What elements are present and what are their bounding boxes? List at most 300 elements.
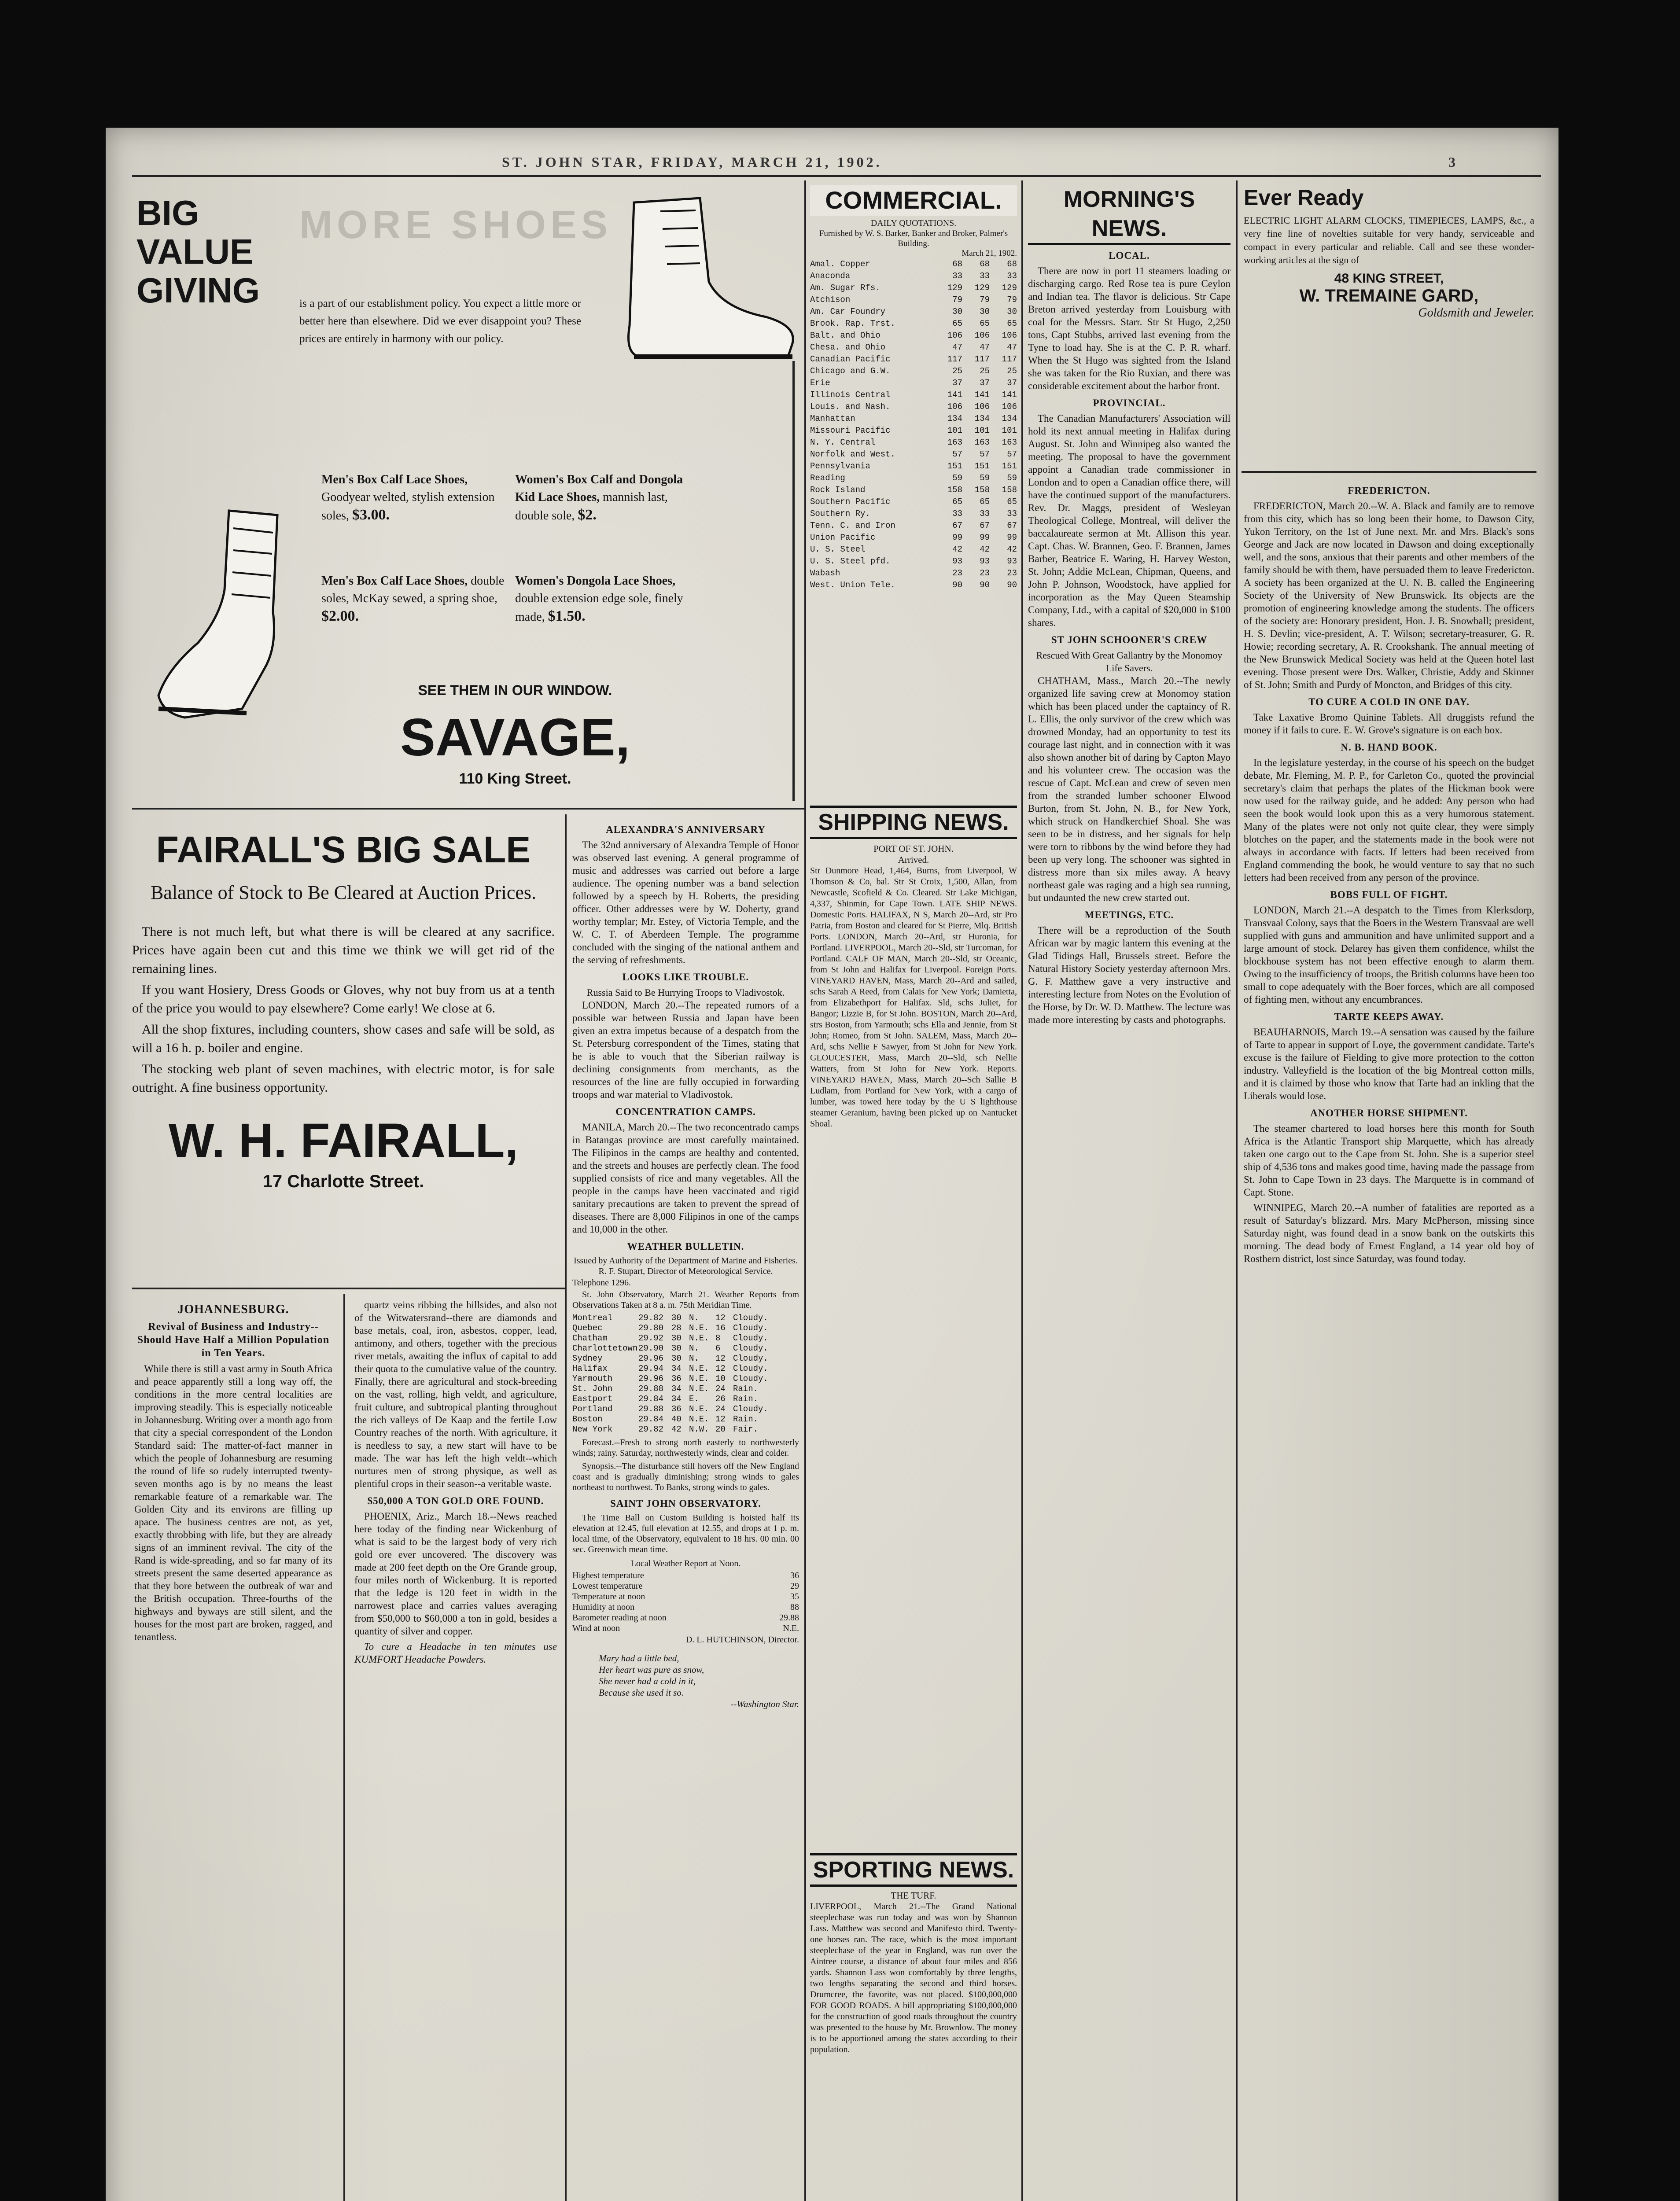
- headache-ad: To cure a Headache in ten minutes use KUMFORT Headache Powders.: [354, 1641, 557, 1665]
- stock-row: [810, 342, 1017, 353]
- stock-value: 33: [952, 509, 962, 519]
- weather-sub: Issued by Authority of the Department of Marine and Fisheries.: [574, 1256, 798, 1266]
- weather-cell: 29.88: [638, 1404, 664, 1414]
- stock-name: U. S. Steel: [810, 545, 866, 554]
- stock-value: 57: [952, 449, 962, 459]
- stock-value: 90: [980, 580, 990, 590]
- stock-value: 151: [1002, 461, 1017, 471]
- masthead: ST. JOHN STAR, FRIDAY, MARCH 21, 1902.: [502, 154, 882, 170]
- stock-row: [810, 353, 1017, 365]
- shipping-arrived: Arrived.: [898, 854, 929, 865]
- weather-cell: Cloudy.: [733, 1354, 768, 1363]
- article-body: LONDON, March 20.--The repeated rumors of a possible war between Russia and Japan have been given an extra impetus because of a despatch from the St. Petersburg correspondent of the Times, stating that he is able to vouch that the Siberian railway is declining consignments from merchants, as the resources of the line are fully occupied in forwarding troops and war material to Vladivostok.: [572, 1000, 799, 1100]
- weather-cell: Cloudy.: [733, 1313, 768, 1323]
- shoe-item-1: [321, 471, 506, 525]
- stock-row: [810, 520, 1017, 532]
- stock-name: Anaconda: [810, 271, 851, 281]
- weather-cell: 30: [671, 1313, 682, 1323]
- observatory-cell: 29.88: [779, 1613, 799, 1623]
- weather-cell: 29.80: [638, 1323, 664, 1333]
- weather-cell: Cloudy.: [733, 1323, 768, 1333]
- savage-address: 110 King Street.: [459, 770, 571, 787]
- weather-cell: 12: [715, 1414, 726, 1424]
- weather-row: [572, 1364, 799, 1374]
- sporting-column: [810, 1853, 1017, 2055]
- weather-cell: 34: [671, 1364, 682, 1373]
- commercial-column: [810, 185, 1017, 591]
- boot-illustration: [608, 194, 801, 370]
- weather-row: [572, 1354, 799, 1364]
- commercial-intro: Furnished by W. S. Barker, Banker and Broker, Palmer's Building.: [819, 229, 1008, 248]
- article-body: In the legislature yesterday, in the course of his speech on the budget debate, Mr. Fleming, M. P. P., for Carleton Co., quoted the provincial secretary's claim that perhaps the plates of the Hickman book were now used for the railway guide, and he added: Any person who had seen the book would look upon this as a very humorous statement. Many of the plates were not only not quite clear, they were simply blotches on the paper, and the statements made in the book were not always in accordance with facts. If letters had been received from England commending the book, he would venture to say that no such letters had been received from any person of the province.: [1244, 757, 1534, 883]
- stock-name: Union Pacific: [810, 533, 876, 542]
- weather-cell: 20: [715, 1424, 726, 1434]
- weather-cell: 29.94: [638, 1364, 664, 1373]
- stock-value: 67: [952, 521, 962, 530]
- stock-name: Rock Island: [810, 485, 866, 495]
- article-title: N. B. HAND BOOK.: [1341, 742, 1437, 753]
- weather-row: [572, 1374, 799, 1384]
- boot-illustration: [132, 502, 317, 731]
- stock-value: 117: [974, 354, 990, 364]
- weather-cell: Cloudy.: [733, 1364, 768, 1373]
- article-body: Take Laxative Bromo Quinine Tablets. All druggists refund the money if it fails to cure. E. W. Grove's signature is on each box.: [1244, 712, 1534, 736]
- section-rule: [132, 808, 804, 810]
- article-body: quartz veins ribbing the hillsides, and also not of the Witwatersrand--there are diamonds and base metals, coal, iron, asbestos, copper, lead, antimony, and others, together with the precious river metals, awaiting the influx of capital to add their quota to the cumulative value of the country. Finally, there are agricultural and stock-breeding on the vast, rolling, high veldt, and agriculture, fruit culture, and subtropical planting throughout the rich valleys of De Kaap and the fertile Low Country reaches of the north. With agriculture, it is needless to say, a new start will have to be made. The war has left the high veldt--which nurtures men of strong physique, as well as plentiful crops in their season--a veritable waste.: [354, 1299, 557, 1489]
- article-body: FREDERICTON, March 20.--W. A. Black and family are to remove from this city, which has so long been their home, to Dawson City, Yukon Territory, on the 1st of June next. Mr. and Mrs. Black's sons George and Jack are now located in Dawson and doing exceptionally well, and the sons, anxious that their parents and other members of the family should be with them, have persuaded them to leave Fredericton. A society has been organized at the U. N. B. called the Engineering Society of the University of New Brunswick. Its objects are the promotion of engineering knowledge among the students. The officers of the society are: Honorary president, Hon. J. B. Snowball; president, H. S. Devlin; vice-president, A. T. Wilson; secretary-treasurer, G. R. Howie; recording secretary, A. R. Crookshank. The annual meeting of the New Brunswick Medical Society was held at the Queen hotel last evening. Those present were Drs. Walker, Christie, Addy and Skinner of St. John; Smith and Purdy of Moncton, and Bridges of this city.: [1244, 501, 1534, 690]
- column-rule: [1021, 180, 1023, 2201]
- fairall-ad: [132, 819, 555, 1281]
- weather-row: [572, 1323, 799, 1333]
- observatory-row: [572, 1591, 799, 1602]
- stock-value: 141: [1002, 390, 1017, 400]
- weather-cell: E.: [689, 1394, 699, 1404]
- poem-line: Her heart was pure as snow,: [599, 1664, 704, 1675]
- weather-row: [572, 1343, 799, 1354]
- article-body: There are now in port 11 steamers loading or discharging cargo. Red Rose tea is pure Ceylon and Indian tea. The flavor is delicious. Str Cape Breton arrived yesterday from Louisburg with coal for the Messrs. Starr. Str St Hugo, 2,250 tons, Capt Stubbs, arrived last evening from the Tyne to load hay. She is at the C. P. R. wharf. When the St Hugo was sighted from the Island she was taken for the Rio Ruxian, and there was considerable excitement about the harbor front.: [1028, 265, 1231, 391]
- weather-cell: 34: [671, 1384, 682, 1394]
- weather-row: [572, 1404, 799, 1414]
- stock-row: [810, 294, 1017, 306]
- observatory-cell: N.E.: [783, 1623, 799, 1633]
- weather-cell: 6: [715, 1343, 721, 1353]
- fairall-address: 17 Charlotte Street.: [262, 1172, 424, 1191]
- stock-value: 134: [947, 414, 962, 423]
- stock-row: [810, 270, 1017, 282]
- weather-cell: Cloudy.: [733, 1404, 768, 1414]
- observatory-row: [572, 1623, 799, 1634]
- stock-value: 59: [980, 473, 990, 483]
- poem-line: Mary had a little bed,: [599, 1653, 679, 1664]
- weather-cell: Cloudy.: [733, 1333, 768, 1343]
- sporting-body: LIVERPOOL, March 21.--The Grand National steeplechase was run today and was won by Shannon Lass. Matthew was second and Manifesto third. Twenty-one horses ran. The race, which is the most important steeplechase of the year in England, was run over the Aintree course, a distance of about four miles and 856 yards. Shannon Lass won comfortably by three lengths, two lengths separating the second and third horses. Drumcree, the favorite, was not placed. $100,000,000 FOR GOOD ROADS. A bill appropriating $100,000,000 for the construction of good roads throughout the country was presented to the house by Mr. Brownlow. The money is to be apportioned among the states according to their population.: [810, 1902, 1017, 2054]
- article-subtitle: Revival of Business and Industry--Should Have Half a Million Population in Ten Years.: [137, 1321, 330, 1359]
- item-desc: Goodyear welted, stylish extension soles,: [321, 490, 495, 523]
- stock-row: [810, 425, 1017, 437]
- weather-cell: 16: [715, 1323, 726, 1333]
- stock-row: [810, 318, 1017, 330]
- weather-cell: Rain.: [733, 1384, 759, 1394]
- stock-value: 117: [1002, 354, 1017, 364]
- weather-cell: 29.90: [638, 1343, 664, 1353]
- stock-value: 25: [1007, 366, 1017, 376]
- paragraph: There is not much left, but what there is will be cleared at any sacrifice. Prices have again been cut and this time we think we will get rid of the remaining lines.: [132, 924, 555, 976]
- observatory-cell: 36: [790, 1571, 799, 1580]
- stock-row: [810, 282, 1017, 294]
- stock-value: 25: [980, 366, 990, 376]
- stock-value: 158: [1002, 485, 1017, 495]
- stock-value: 90: [952, 580, 962, 590]
- article-title: BOBS FULL OF FIGHT.: [1330, 889, 1448, 900]
- shoe-item-2: [321, 572, 506, 626]
- article-body: WINNIPEG, March 20.--A number of fatalities are reported as a result of Saturday's blizzard. Mrs. Mary McPherson, missing since Saturday night, was found dead in a snow bank on the outskirts this morning. The dead body of Ernest England, a 14 year old boy of Rosthern district, lost since Saturday, was found today.: [1244, 1202, 1534, 1264]
- newspaper-page: [106, 128, 1558, 2201]
- stock-value: 93: [1007, 556, 1017, 566]
- ad-text: ELECTRIC LIGHT ALARM CLOCKS, TIMEPIECES, LAMPS, &c., a very fine line of novelties suitable for very handy, serviceable and compact in every particular and reliable. Call and see these wonder-working articles at the sign of: [1244, 215, 1534, 265]
- stock-value: 65: [1007, 497, 1017, 507]
- article-body: MANILA, March 20.--The two reconcentrado camps in Batangas province are most carefully maintained. The Filipinos in the camps are healthy and contented, and the streets and houses are perfectly clean. The food supplied consists of rice and many vegetables. All the people in the camps have been vaccinated and rigid sanitary precautions are taken to prevent the spread of diseases. There are 8,000 Filipinos in one of the camps and 10,000 in the other.: [572, 1122, 799, 1235]
- weather-cell: 12: [715, 1364, 726, 1373]
- stock-value: 42: [952, 545, 962, 554]
- stock-value: 141: [974, 390, 990, 400]
- page-number: 3: [1448, 154, 1458, 170]
- stock-value: 59: [952, 473, 962, 483]
- item-price: $2.00.: [321, 608, 359, 624]
- stock-row: [810, 437, 1017, 449]
- stock-name: Illinois Central: [810, 390, 891, 400]
- stock-value: 25: [952, 366, 962, 376]
- stock-value: 65: [952, 319, 962, 328]
- weather-cell: 30: [671, 1343, 682, 1353]
- observatory-row: [572, 1581, 799, 1591]
- item-price: $3.00.: [352, 507, 390, 523]
- mornings-news-column: [1028, 185, 1231, 1029]
- weather-cell: 34: [671, 1394, 682, 1404]
- article-title: FREDERICTON.: [1348, 485, 1430, 496]
- stock-value: 47: [952, 342, 962, 352]
- stock-value: 99: [1007, 533, 1017, 542]
- weather-cell: 10: [715, 1374, 726, 1384]
- stock-value: 47: [980, 342, 990, 352]
- article-title: JOHANNESBURG.: [177, 1303, 289, 1316]
- observatory-row: [572, 1612, 799, 1623]
- stock-value: 37: [952, 378, 962, 388]
- stock-row: [810, 508, 1017, 520]
- article-body: There will be a reproduction of the South African war by magic lantern this evening at the Glad Tidings Hall, Brussels street. Before the Natural History Society yesterday afternoon Mrs. G. F. Matthew gave a very instructive and interesting lecture from Notes on the Evolution of the Horse, by Dr. W. D. Matthew. The lecture was made more interesting by casts and photographs.: [1028, 925, 1231, 1025]
- tremaine-gard-ad: [1244, 185, 1534, 467]
- weather-cell: 29.82: [638, 1313, 664, 1323]
- weather-cell: N.E.: [689, 1364, 709, 1373]
- article-body: PHOENIX, Ariz., March 18.--News reached here today of the finding near Wickenburg of what is said to be the largest body of very rich gold ore ever uncovered. The discovery was made at 200 feet depth on the Ore Grande group, four miles north of Wickenburg. It is reported that the ledge is 120 feet in width in the narrowest place and carries values averaging from $50,000 to $60,000 a ton in gold, besides a quantity of silver and copper.: [354, 1511, 557, 1637]
- item-desc: double extension edge sole, finely made,: [515, 592, 683, 624]
- stock-value: 42: [980, 545, 990, 554]
- stock-row: [810, 449, 1017, 460]
- mornings-news-title: MORNING'S NEWS.: [1028, 185, 1231, 245]
- weather-cell: 24: [715, 1404, 726, 1414]
- news-column-3: [572, 819, 799, 1710]
- stock-name: Atchison: [810, 295, 851, 305]
- weather-cell: N.E.: [689, 1414, 709, 1424]
- stock-value: 117: [947, 354, 962, 364]
- sporting-sub: THE TURF.: [891, 1890, 936, 1901]
- stock-row: [810, 258, 1017, 270]
- weather-cell: 36: [671, 1404, 682, 1414]
- shipping-title: SHIPPING NEWS.: [810, 806, 1017, 839]
- stock-value: 23: [952, 568, 962, 578]
- stock-value: 129: [974, 283, 990, 293]
- stock-row: [810, 389, 1017, 401]
- article-title: TO CURE A COLD IN ONE DAY.: [1308, 696, 1470, 707]
- weather-cell: 24: [715, 1384, 726, 1394]
- stock-value: 33: [952, 271, 962, 281]
- stock-value: 59: [1007, 473, 1017, 483]
- column-rule: [343, 1294, 345, 2201]
- headline-line: VALUE: [136, 232, 254, 271]
- weather-tel: Telephone 1296.: [572, 1278, 631, 1288]
- article-title: $50,000 A TON GOLD ORE FOUND.: [367, 1495, 544, 1506]
- stock-value: 67: [1007, 521, 1017, 530]
- observatory-cell: Lowest temperature: [572, 1581, 643, 1591]
- stock-value: 99: [980, 533, 990, 542]
- article-subtitle: Rescued With Great Gallantry by the Monomoy Life Savers.: [1036, 650, 1223, 674]
- weather-cell: Quebec: [572, 1323, 603, 1333]
- weather-cell: N.: [689, 1343, 699, 1353]
- article-subtitle: Russia Said to Be Hurrying Troops to Vladivostok.: [586, 987, 785, 998]
- stock-value: 65: [952, 497, 962, 507]
- weather-cell: 36: [671, 1374, 682, 1384]
- weather-cell: Portland: [572, 1404, 613, 1414]
- item-name: Men's Box Calf Lace Shoes,: [321, 574, 468, 588]
- stock-value: 106: [947, 331, 962, 340]
- weather-cell: N.E.: [689, 1384, 709, 1394]
- weather-cell: N.: [689, 1313, 699, 1323]
- paragraph: If you want Hosiery, Dress Goods or Gloves, why not buy from us at a tenth of the price you would to pay elsewhere? Come early! We close at 6.: [132, 983, 555, 1016]
- weather-cell: Rain.: [733, 1394, 759, 1404]
- headline-line: GIVING: [136, 271, 260, 310]
- weather-cell: Eastport: [572, 1394, 613, 1404]
- item-price: $1.50.: [548, 608, 586, 624]
- stock-name: N. Y. Central: [810, 438, 876, 447]
- stock-name: Wabash: [810, 568, 840, 578]
- headline-line: BIG: [136, 193, 199, 232]
- stock-value: 57: [980, 449, 990, 459]
- sporting-title: SPORTING NEWS.: [810, 1853, 1017, 1887]
- section-title: LOCAL.: [1109, 250, 1150, 261]
- weather-forecast: Forecast.--Fresh to strong north easterly to northwesterly winds; rainy. Saturday, northwesterly winds, clear and colder.: [572, 1438, 799, 1458]
- stock-value: 163: [974, 438, 990, 447]
- weather-cell: Cloudy.: [733, 1343, 768, 1353]
- weather-cell: Yarmouth: [572, 1374, 613, 1384]
- stock-value: 106: [974, 402, 990, 412]
- stock-value: 79: [1007, 295, 1017, 305]
- stock-value: 65: [1007, 319, 1017, 328]
- weather-cell: 29.96: [638, 1374, 664, 1384]
- section-rule: [132, 1288, 565, 1289]
- stock-value: 30: [980, 307, 990, 317]
- stock-value: 68: [1007, 259, 1017, 269]
- weather-cell: 29.82: [638, 1424, 664, 1434]
- section-rule: [1242, 471, 1536, 473]
- ad-headline: [136, 194, 260, 310]
- weather-synopsis: Synopsis.--The disturbance still hovers off the New England coast and is gradually diminishing; strong winds to gales northeast to northwest. To Banks, strong winds to gales.: [572, 1461, 799, 1492]
- stock-value: 99: [952, 533, 962, 542]
- observatory-cell: Wind at noon: [572, 1623, 620, 1633]
- item-desc: double soles, McKay sewed, a spring shoe,: [321, 574, 505, 605]
- weather-cell: 29.84: [638, 1394, 664, 1404]
- stock-name: Am. Sugar Rfs.: [810, 283, 881, 293]
- stock-row: [810, 556, 1017, 567]
- article-body: The steamer chartered to load horses here this month for South Africa is the Atlantic Transport ship Marquette, which has already taken one cargo out to the Cape from St. John. She is a superior steel ship of 4,536 tons and makes good time, having made the passage from St. John to Cape Town in 23 days. The Marquette is in command of Capt. Stone.: [1244, 1123, 1534, 1198]
- stock-name: Louis. and Nash.: [810, 402, 891, 412]
- stock-value: 42: [1007, 545, 1017, 554]
- shipping-port: PORT OF ST. JOHN.: [873, 843, 954, 854]
- weather-cell: 30: [671, 1354, 682, 1363]
- stock-value: 37: [1007, 378, 1017, 388]
- stock-value: 37: [980, 378, 990, 388]
- weather-cell: 29.96: [638, 1354, 664, 1363]
- stock-value: 68: [980, 259, 990, 269]
- item-name: Women's Dongola Lace Shoes,: [515, 574, 676, 588]
- observatory-cell: Highest temperature: [572, 1571, 644, 1580]
- stock-name: Southern Ry.: [810, 509, 870, 519]
- stock-name: Missouri Pacific: [810, 426, 891, 435]
- weather-cell: 8: [715, 1333, 721, 1343]
- stock-value: 33: [1007, 509, 1017, 519]
- stock-name: Norfolk and West.: [810, 449, 895, 459]
- weather-cell: 42: [671, 1424, 682, 1434]
- article-title: CONCENTRATION CAMPS.: [615, 1106, 756, 1117]
- stock-name: Balt. and Ohio: [810, 331, 881, 340]
- weather-cell: Sydney: [572, 1354, 603, 1363]
- stock-row: [810, 330, 1017, 342]
- stock-value: 33: [980, 509, 990, 519]
- paragraph: The stocking web plant of seven machines, with electric motor, is for sale outright. A fine business opportunity.: [132, 1062, 555, 1095]
- weather-cell: Charlottetown: [572, 1343, 638, 1353]
- weather-cell: Chatham: [572, 1333, 608, 1343]
- stock-value: 134: [974, 414, 990, 423]
- weather-cell: Halifax: [572, 1364, 608, 1373]
- stock-table: [810, 258, 1017, 591]
- right-column: [1244, 480, 1534, 1268]
- section-title: PROVINCIAL.: [1093, 398, 1166, 409]
- stock-name: Brook. Rap. Trst.: [810, 319, 895, 328]
- shipping-column: [810, 806, 1017, 1130]
- article-body: BEAUHARNOIS, March 19.--A sensation was caused by the failure of Tarte to appear in support of Loye, the government candidate. Tarte's excuse is the failure of Fielding to give more protection to the cotton industry. Valleyfield is the location of the big Montreal cotton mills, and it is claimed by those who know that Tarte had an inkling that the Liberals would lose.: [1244, 1027, 1534, 1101]
- weather-cell: N.: [689, 1354, 699, 1363]
- stock-value: 101: [974, 426, 990, 435]
- stock-value: 67: [980, 521, 990, 530]
- weather-row: [572, 1394, 799, 1404]
- column-rule: [1236, 180, 1238, 2201]
- stock-value: 68: [952, 259, 962, 269]
- observatory-cell: 88: [790, 1602, 799, 1612]
- faded-banner: MORE SHOES: [299, 203, 612, 247]
- weather-title: WEATHER BULLETIN.: [627, 1241, 744, 1252]
- stock-name: Am. Car Foundry: [810, 307, 886, 317]
- stock-row: [810, 484, 1017, 496]
- ad-border: [792, 361, 795, 801]
- weather-cell: Cloudy.: [733, 1374, 768, 1384]
- stock-row: [810, 413, 1017, 425]
- weather-cell: 28: [671, 1323, 682, 1333]
- article-body: The 32nd anniversary of Alexandra Temple of Honor was observed last evening. A general programme of music and addresses was carried out before a large audience. The opening number was a band selection followed by a speech by H. Roberts, the presiding officer. Other addresses were by W. Doherty, grand worthy templar; Mr. Estey, of Victoria Temple, and the W. C. T. of Aberdeen Temple. The programme concluded with the singing of the national anthem and the serving of refreshments.: [572, 839, 799, 965]
- weather-row: [572, 1414, 799, 1424]
- stock-value: 151: [974, 461, 990, 471]
- observatory-title: SAINT JOHN OBSERVATORY.: [610, 1498, 761, 1509]
- stock-name: Pennsylvania: [810, 461, 870, 471]
- stock-name: Amal. Copper: [810, 259, 870, 269]
- weather-cell: 29.92: [638, 1333, 664, 1343]
- johannesburg-article: [134, 1299, 332, 1646]
- weather-row: [572, 1384, 799, 1394]
- stock-name: Southern Pacific: [810, 497, 891, 507]
- stock-value: 90: [1007, 580, 1017, 590]
- weather-cell: Montreal: [572, 1313, 613, 1323]
- column-rule: [804, 180, 806, 2201]
- observatory-row: [572, 1570, 799, 1581]
- weather-cell: 26: [715, 1394, 726, 1404]
- stock-value: 163: [947, 438, 962, 447]
- observatory-cell: Humidity at noon: [572, 1602, 635, 1612]
- stock-value: 101: [1002, 426, 1017, 435]
- weather-note: St. John Observatory, March 21. Weather Reports from Observations Taken at 8 a. m. 75th Meridian Time.: [572, 1290, 799, 1310]
- stock-name: Reading: [810, 473, 845, 483]
- stock-row: [810, 460, 1017, 472]
- commercial-title: COMMERCIAL.: [810, 185, 1017, 216]
- savage-shoe-ad: [132, 185, 801, 801]
- weather-cell: Boston: [572, 1414, 603, 1424]
- article-title: TARTE KEEPS AWAY.: [1334, 1011, 1444, 1022]
- poem-source: --Washington Star.: [730, 1699, 799, 1709]
- stock-value: 106: [1002, 402, 1017, 412]
- stock-value: 158: [974, 485, 990, 495]
- stock-row: [810, 496, 1017, 508]
- item-desc: mannish last, double sole,: [515, 490, 668, 523]
- observatory-text: The Time Ball on Custom Building is hoisted half its elevation at 12.45, full elevation at 12.55, and drops at 1 p. m. local time, of the Observatory, equivalent to 18 hrs. 00 min. 00 sec. Greenwich mean time.: [572, 1513, 799, 1554]
- weather-table: [572, 1313, 799, 1435]
- stock-value: 134: [1002, 414, 1017, 423]
- stock-value: 23: [1007, 568, 1017, 578]
- stock-value: 151: [947, 461, 962, 471]
- fairall-title: FAIRALL'S BIG SALE: [156, 829, 531, 870]
- item-name: Men's Box Calf Lace Shoes,: [321, 473, 468, 486]
- weather-row: [572, 1333, 799, 1343]
- fairall-name: W. H. FAIRALL,: [168, 1114, 519, 1168]
- stock-name: Manhattan: [810, 414, 855, 423]
- stock-row: [810, 532, 1017, 544]
- stock-value: 101: [947, 426, 962, 435]
- commercial-sub: DAILY QUOTATIONS.: [870, 218, 957, 228]
- stock-name: Erie: [810, 378, 830, 388]
- stock-row: [810, 579, 1017, 591]
- stock-name: Canadian Pacific: [810, 354, 891, 364]
- observatory-row: [572, 1602, 799, 1612]
- stock-value: 33: [980, 271, 990, 281]
- observatory-local: Local Weather Report at Noon.: [630, 1559, 741, 1568]
- stock-row: [810, 401, 1017, 413]
- stock-value: 57: [1007, 449, 1017, 459]
- stock-value: 23: [980, 568, 990, 578]
- observatory-cell: Barometer reading at noon: [572, 1613, 667, 1623]
- stock-value: 106: [974, 331, 990, 340]
- poem-line: Because she used it so.: [599, 1687, 684, 1698]
- masthead-rule: [132, 175, 1541, 177]
- shoe-item-3: [515, 471, 704, 525]
- weather-cell: Rain.: [733, 1414, 759, 1424]
- stock-name: Chesa. and Ohio: [810, 342, 886, 352]
- article-title: ALEXANDRA'S ANNIVERSARY: [606, 824, 766, 835]
- savage-name: SAVAGE,: [400, 708, 630, 767]
